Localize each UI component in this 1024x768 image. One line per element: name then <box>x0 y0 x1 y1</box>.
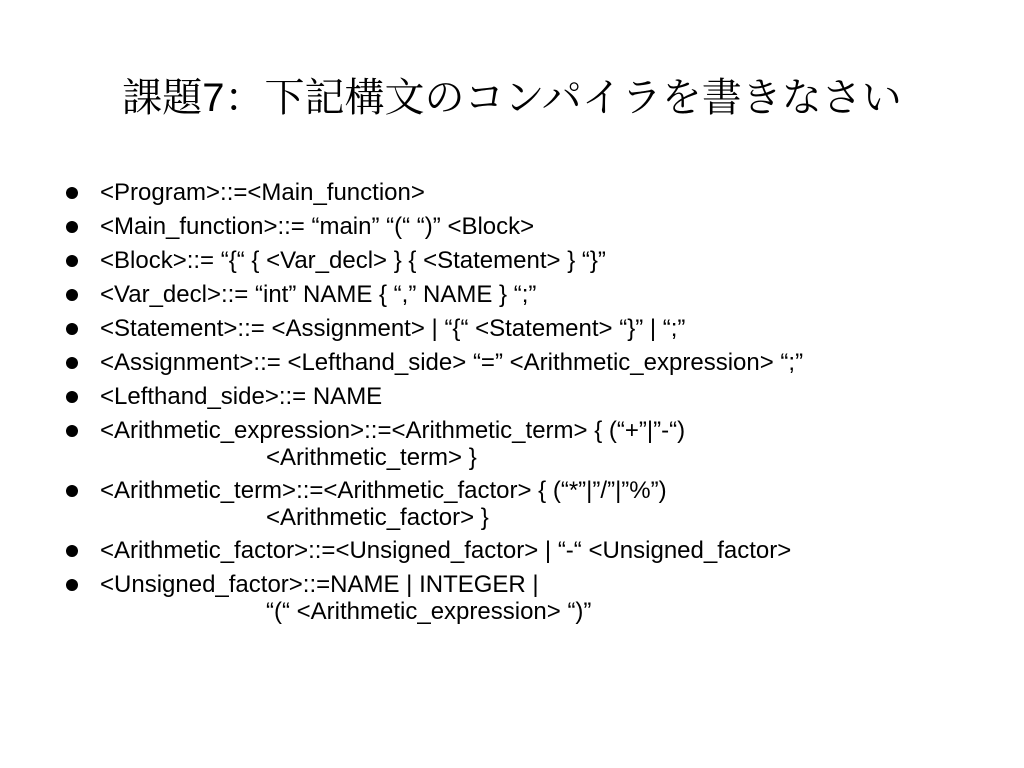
bullet-icon <box>66 545 78 557</box>
bullet-icon <box>66 221 78 233</box>
grammar-rule-arithmetic-factor <box>62 537 1002 565</box>
slide-title: 課題7：下記構文のコンパイラを書きなさい <box>122 76 902 120</box>
bullet-icon <box>66 289 78 301</box>
grammar-rule-assignment <box>62 349 1002 377</box>
rule-text: <Arithmetic_factor>::=<Unsigned_factor> | “-“ <Unsigned_factor> <box>100 537 792 564</box>
rule-text: <Block>::= “{“ { <Var_decl> } { <Statement> } “}” <box>100 247 606 274</box>
rule-text: <Arithmetic_term>::=<Arithmetic_factor> { (“*”|”/”|”%”) <box>100 477 667 504</box>
rule-continuation-text: <Arithmetic_term> } <box>266 444 477 471</box>
rule-text: <Unsigned_factor>::=NAME | INTEGER | <box>100 571 539 598</box>
bullet-icon <box>66 425 78 437</box>
rule-text: <Arithmetic_expression>::=<Arithmetic_term> { (“+”|”-“) <box>100 417 686 444</box>
grammar-rule-var-decl <box>62 281 1002 309</box>
bullet-icon <box>66 255 78 267</box>
bullet-icon <box>66 323 78 335</box>
bullet-icon <box>66 357 78 369</box>
rule-text: <Assignment>::= <Lefthand_side> “=” <Arithmetic_expression> “;” <box>100 349 804 376</box>
grammar-rule-list <box>62 179 1002 631</box>
rule-text: <Lefthand_side>::= NAME <box>100 383 383 410</box>
bullet-icon <box>66 391 78 403</box>
rule-continuation-text: <Arithmetic_factor> } <box>266 504 489 531</box>
bullet-icon <box>66 187 78 199</box>
rule-text: <Program>::=<Main_function> <box>100 179 425 206</box>
grammar-rule-unsigned-factor <box>62 571 1002 625</box>
rule-text: <Var_decl>::= “int” NAME { “,” NAME } “;” <box>100 281 537 308</box>
grammar-rule-statement <box>62 315 1002 343</box>
grammar-rule-main-function <box>62 213 1002 241</box>
grammar-rule-arithmetic-term <box>62 477 1002 531</box>
bullet-icon <box>66 579 78 591</box>
rule-continuation-text: “(“ <Arithmetic_expression> “)” <box>266 598 592 625</box>
grammar-rule-program <box>62 179 1002 207</box>
rule-text: <Main_function>::= “main” “(“ “)” <Block> <box>100 213 535 240</box>
bullet-icon <box>66 485 78 497</box>
grammar-rule-arithmetic-expression <box>62 417 1002 471</box>
grammar-rule-lefthand-side <box>62 383 1002 411</box>
rule-text: <Statement>::= <Assignment> | “{“ <Statement> “}” | “;” <box>100 315 686 342</box>
grammar-rule-block <box>62 247 1002 275</box>
